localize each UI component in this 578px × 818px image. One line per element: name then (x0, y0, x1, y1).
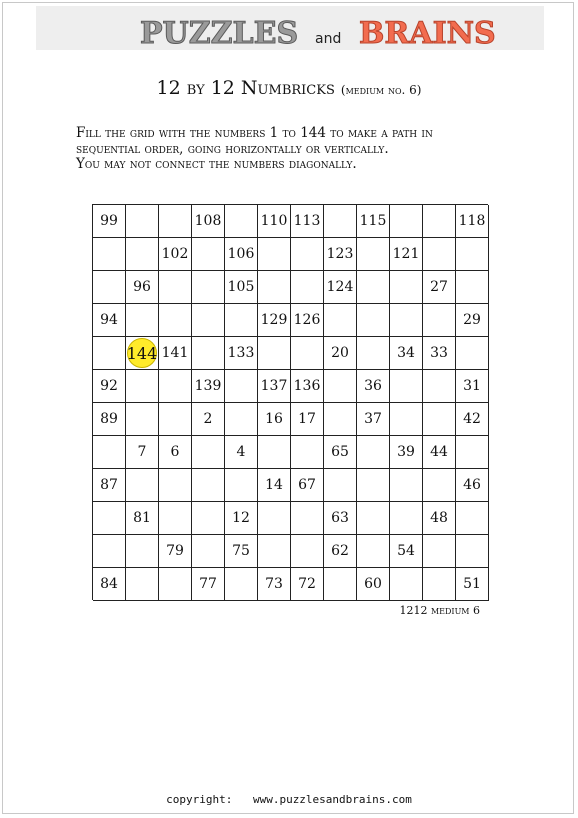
instruction-line: Fill the grid with the numbers 1 to 144 to make a path in (76, 125, 433, 141)
grid-cell[interactable] (192, 436, 225, 469)
grid-cell[interactable]: 7 (126, 436, 159, 469)
grid-cell[interactable]: 73 (258, 568, 291, 601)
grid-cell[interactable] (291, 337, 324, 370)
grid-cell[interactable] (159, 205, 192, 238)
grid-cell[interactable]: 39 (390, 436, 423, 469)
grid-cell[interactable] (456, 436, 489, 469)
grid-cell[interactable]: 126 (291, 304, 324, 337)
grid-cell[interactable] (225, 370, 258, 403)
grid-cell[interactable] (423, 304, 456, 337)
grid-cell[interactable] (390, 370, 423, 403)
grid-cell[interactable] (258, 436, 291, 469)
grid-cell[interactable] (159, 403, 192, 436)
grid-cell[interactable]: 113 (291, 205, 324, 238)
grid-cell[interactable] (324, 469, 357, 502)
grid-cell[interactable]: 48 (423, 502, 456, 535)
grid-cell[interactable] (93, 337, 126, 370)
grid-cell[interactable]: 65 (324, 436, 357, 469)
grid-cell[interactable]: 118 (456, 205, 489, 238)
grid-cell[interactable] (126, 568, 159, 601)
grid-cell[interactable] (192, 469, 225, 502)
grid-cell[interactable] (456, 337, 489, 370)
grid-cell[interactable] (225, 205, 258, 238)
grid-cell[interactable]: 46 (456, 469, 489, 502)
grid-cell[interactable]: 81 (126, 502, 159, 535)
grid-cell[interactable] (126, 238, 159, 271)
grid-cell[interactable]: 63 (324, 502, 357, 535)
grid-cell[interactable] (324, 568, 357, 601)
grid-cell[interactable] (93, 436, 126, 469)
grid-cell[interactable]: 67 (291, 469, 324, 502)
instructions (76, 126, 546, 173)
grid-cell[interactable] (126, 337, 159, 370)
grid-cell[interactable]: 87 (93, 469, 126, 502)
grid-cell[interactable]: 2 (192, 403, 225, 436)
grid-cell[interactable] (456, 238, 489, 271)
grid-cell[interactable]: 62 (324, 535, 357, 568)
grid-cell[interactable]: 106 (225, 238, 258, 271)
grid-cell[interactable]: 108 (192, 205, 225, 238)
grid-cell[interactable] (390, 403, 423, 436)
grid-cell[interactable]: 102 (159, 238, 192, 271)
grid-cell[interactable] (225, 568, 258, 601)
grid-cell[interactable] (423, 403, 456, 436)
grid-cell[interactable]: 84 (93, 568, 126, 601)
grid-cell[interactable] (93, 535, 126, 568)
grid-cell[interactable]: 139 (192, 370, 225, 403)
grid-cell[interactable]: 31 (456, 370, 489, 403)
instruction-line: You may not connect the numbers diagonally. (76, 156, 357, 172)
grid-cell[interactable] (126, 469, 159, 502)
grid-cell[interactable] (423, 205, 456, 238)
grid-cell[interactable]: 16 (258, 403, 291, 436)
grid-cell[interactable]: 96 (126, 271, 159, 304)
grid-cell[interactable] (225, 304, 258, 337)
grid-cell[interactable] (357, 271, 390, 304)
grid-cell[interactable] (258, 502, 291, 535)
grid-cell[interactable] (324, 304, 357, 337)
grid-cell[interactable] (357, 304, 390, 337)
grid-cell[interactable] (258, 337, 291, 370)
grid-cell[interactable] (258, 271, 291, 304)
grid-cell[interactable] (357, 469, 390, 502)
grid-cell[interactable]: 36 (357, 370, 390, 403)
grid-cell[interactable]: 51 (456, 568, 489, 601)
grid-cell[interactable] (357, 436, 390, 469)
grid-cell[interactable] (324, 403, 357, 436)
grid-cell[interactable] (192, 337, 225, 370)
grid-cell[interactable] (423, 238, 456, 271)
grid-cell[interactable] (159, 502, 192, 535)
grid-cell[interactable] (126, 205, 159, 238)
grid-cell[interactable]: 110 (258, 205, 291, 238)
grid-cell[interactable] (291, 271, 324, 304)
grid-cell[interactable]: 54 (390, 535, 423, 568)
site-url-link[interactable]: www.puzzlesandbrains.com (252, 793, 412, 806)
grid-cell[interactable] (93, 238, 126, 271)
grid-cell[interactable] (258, 238, 291, 271)
grid-cell[interactable] (192, 502, 225, 535)
grid-cell[interactable]: 42 (456, 403, 489, 436)
grid-cell[interactable] (357, 337, 390, 370)
grid-cell[interactable] (291, 436, 324, 469)
grid-cell[interactable] (456, 535, 489, 568)
puzzle-id: 1212 medium 6 (399, 604, 480, 617)
grid-cell[interactable]: 37 (357, 403, 390, 436)
title-main: 12 by 12 Numbricks (156, 77, 335, 99)
grid-cell[interactable] (390, 568, 423, 601)
grid-cell[interactable] (159, 370, 192, 403)
grid-cell[interactable]: 89 (93, 403, 126, 436)
grid-cell[interactable] (390, 271, 423, 304)
grid-cell[interactable] (225, 469, 258, 502)
grid-cell[interactable] (291, 535, 324, 568)
grid-cell[interactable] (423, 568, 456, 601)
grid-cell[interactable] (126, 370, 159, 403)
grid-cell[interactable]: 79 (159, 535, 192, 568)
grid-cell[interactable]: 33 (423, 337, 456, 370)
logo-and: and (315, 31, 342, 47)
grid-cell[interactable]: 115 (357, 205, 390, 238)
grid-cell[interactable] (159, 568, 192, 601)
grid-cell[interactable]: 14 (258, 469, 291, 502)
grid-cell[interactable] (225, 403, 258, 436)
grid-cell[interactable]: 136 (291, 370, 324, 403)
grid-cell[interactable]: 123 (324, 238, 357, 271)
grid-cell[interactable] (390, 502, 423, 535)
grid-cell[interactable] (390, 304, 423, 337)
grid-cell[interactable] (126, 304, 159, 337)
grid-cell[interactable] (126, 535, 159, 568)
grid-cell[interactable]: 17 (291, 403, 324, 436)
grid-cell[interactable] (357, 502, 390, 535)
grid-cell[interactable] (291, 502, 324, 535)
copyright-label: copyright: (166, 793, 233, 806)
footer (0, 793, 578, 807)
grid-cell[interactable]: 141 (159, 337, 192, 370)
grid-cell[interactable]: 72 (291, 568, 324, 601)
puzzle-grid (92, 204, 488, 600)
grid-cell[interactable]: 60 (357, 568, 390, 601)
grid-cell[interactable]: 94 (93, 304, 126, 337)
logo-puzzles: PUZZLES (140, 16, 299, 51)
grid-cell[interactable]: 124 (324, 271, 357, 304)
grid-cell[interactable] (159, 304, 192, 337)
grid-cell[interactable] (423, 535, 456, 568)
grid-cell[interactable] (423, 370, 456, 403)
grid-cell[interactable]: 20 (324, 337, 357, 370)
highlighted-number: 144 (127, 338, 157, 368)
grid-cell[interactable]: 133 (225, 337, 258, 370)
grid-cell[interactable] (456, 502, 489, 535)
grid-cell[interactable]: 4 (225, 436, 258, 469)
grid-cell[interactable]: 75 (225, 535, 258, 568)
grid-cell[interactable] (192, 304, 225, 337)
grid-cell[interactable] (258, 535, 291, 568)
grid-cell[interactable] (423, 469, 456, 502)
grid-cell[interactable] (324, 205, 357, 238)
grid-cell[interactable]: 34 (390, 337, 423, 370)
grid-cell[interactable] (192, 271, 225, 304)
grid-cell[interactable]: 121 (390, 238, 423, 271)
page-title (0, 76, 578, 102)
grid-cell[interactable]: 77 (192, 568, 225, 601)
title-sub: (medium no. 6) (340, 83, 422, 97)
grid-cell[interactable] (357, 238, 390, 271)
grid-cell[interactable]: 105 (225, 271, 258, 304)
site-banner (36, 6, 544, 50)
grid-cell[interactable] (324, 370, 357, 403)
grid-cell[interactable] (291, 238, 324, 271)
instruction-line: sequential order, going horizontally or vertically. (76, 140, 389, 157)
grid-cell[interactable] (126, 403, 159, 436)
grid-cell[interactable] (456, 271, 489, 304)
grid-cell[interactable]: 99 (93, 205, 126, 238)
grid-cell[interactable] (390, 469, 423, 502)
grid-cell[interactable] (159, 469, 192, 502)
logo-brains: BRAINS (359, 16, 496, 51)
grid-cell[interactable] (390, 205, 423, 238)
grid-cell[interactable] (357, 535, 390, 568)
grid-cell[interactable] (93, 271, 126, 304)
grid-cell[interactable] (192, 238, 225, 271)
grid-cell[interactable]: 137 (258, 370, 291, 403)
grid-cell[interactable] (192, 535, 225, 568)
grid-cell[interactable]: 129 (258, 304, 291, 337)
grid-cell[interactable]: 12 (225, 502, 258, 535)
grid-cell[interactable]: 44 (423, 436, 456, 469)
grid-cell[interactable]: 29 (456, 304, 489, 337)
grid-cell[interactable]: 6 (159, 436, 192, 469)
grid-cell[interactable] (93, 502, 126, 535)
grid-cell[interactable]: 92 (93, 370, 126, 403)
grid-cell[interactable] (159, 271, 192, 304)
grid-cell[interactable]: 27 (423, 271, 456, 304)
